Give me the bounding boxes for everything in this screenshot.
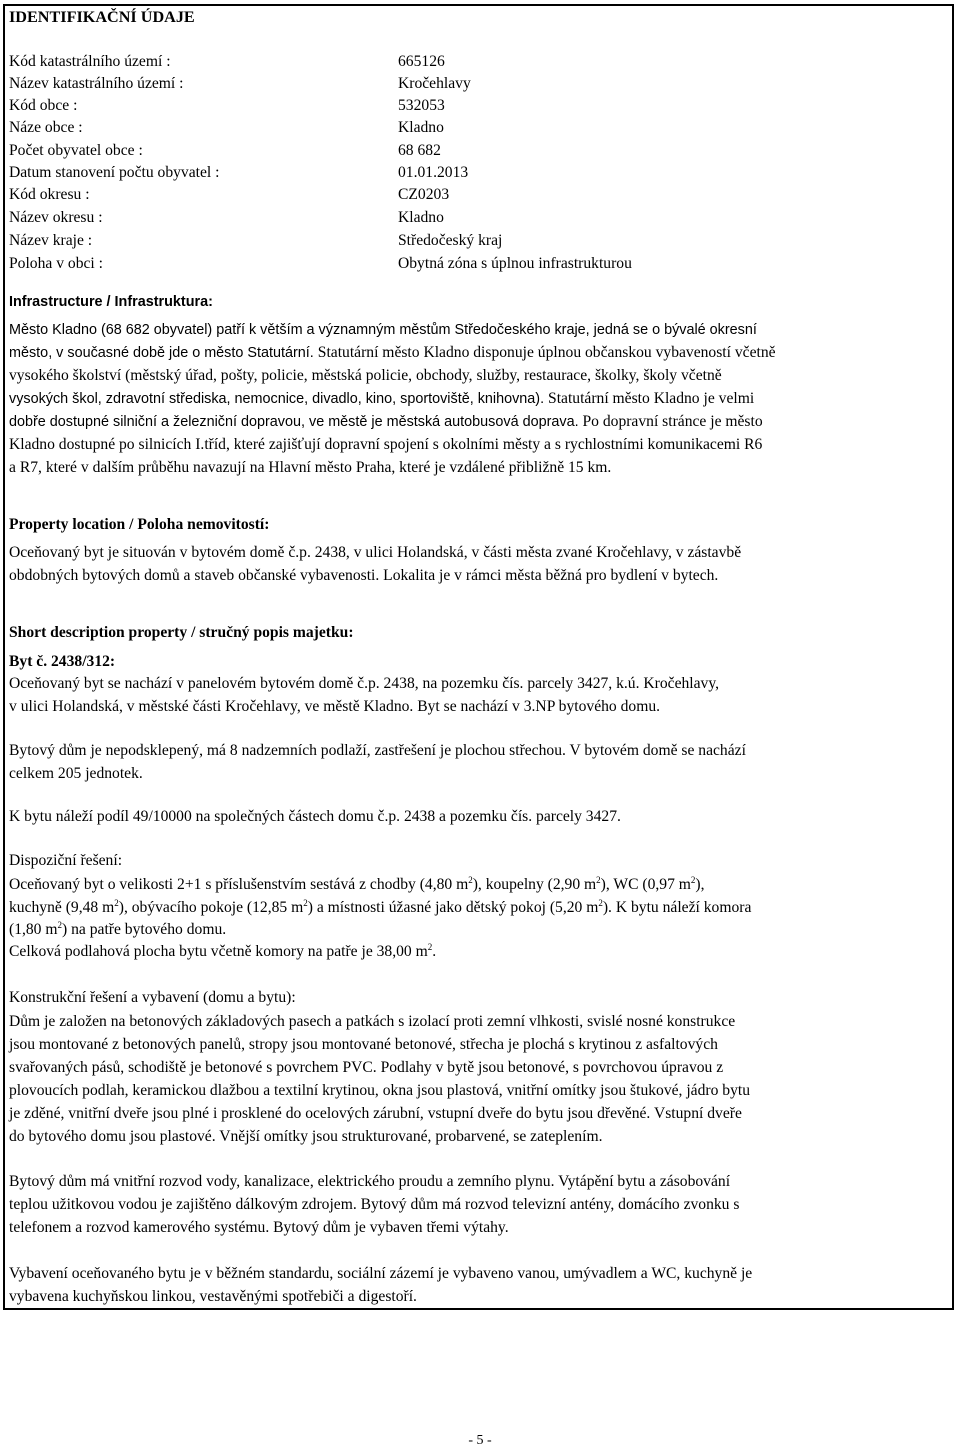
id-value: 68 682 <box>398 142 441 159</box>
id-value: Středočeský kraj <box>398 232 503 249</box>
layout-text: ). K bytu náleží komora <box>602 899 752 916</box>
id-label: Náze obce : <box>9 119 83 136</box>
layout-line <box>9 897 751 920</box>
id-value: Kladno <box>398 209 444 226</box>
construction-heading: Konstrukční řešení a vybavení (domu a bytu): <box>9 989 296 1006</box>
superscript: 2 <box>427 942 433 952</box>
infrastructure-line <box>9 388 754 411</box>
description-line: Oceňovaný byt se nachází v panelovém bytovém domě č.p. 2438, na pozemku čís. parcely 3427, k.ú. Kročehlavy, <box>9 675 720 692</box>
utilities-line: telefonem a rozvod kamerového systému. Bytový dům je vybaven třemi výtahy. <box>9 1219 509 1236</box>
id-value: 665126 <box>398 53 445 70</box>
id-label: Datum stanovení počtu obyvatel : <box>9 164 220 181</box>
layout-text: Oceňovaný byt o velikosti 2+1 s příslušenstvím sestává z chodby (4,80 m <box>9 876 469 893</box>
superscript: 2 <box>303 898 308 908</box>
superscript: 2 <box>690 875 696 885</box>
location-line: obdobných bytových domů a staveb občanské vybavenosti. Lokalita je v rámci města běžná pro bydlení v bytech. <box>9 567 719 584</box>
id-label: Název katastrálního území : <box>9 75 184 92</box>
construction-line: Dům je založen na betonových základových pasech a patkách s izolací proti zemní vlhkosti, svislé nosné konstrukce <box>9 1013 736 1030</box>
layout-heading: Dispoziční řešení: <box>9 852 123 869</box>
description-heading: Short description property / stručný popis majetku: <box>9 624 354 641</box>
id-value: CZ0203 <box>398 186 450 203</box>
infrastructure-line <box>9 342 776 365</box>
superscript: 2 <box>468 875 473 885</box>
id-value: 532053 <box>398 97 445 114</box>
description-line: K bytu náleží podíl 49/10000 na společných částech domu č.p. 2438 a pozemku čís. parcely 3427. <box>9 808 621 825</box>
superscript: 2 <box>598 898 603 908</box>
infrastructure-text: Po dopravní stránce je město <box>582 413 763 430</box>
location-line: Oceňovaný byt je situován v bytovém domě č.p. 2438, v ulici Holandská, v části města zvané Kročehlavy, v zástavbě <box>9 544 742 561</box>
description-line: v ulici Holandská, v městské části Kročehlavy, ve městě Kladno. Byt se nachází v 3.NP bytového domu. <box>9 698 661 715</box>
infrastructure-text: Statutární město Kladno disponuje úplnou občanskou vybaveností včetně <box>317 344 776 361</box>
infrastructure-heading: Infrastructure / Infrastruktura: <box>9 294 213 310</box>
construction-line: je zděné, vnitřní dveře jsou plné i prosklené do ocelových zárubní, vstupní dveře do bytu jsou dřevěné. Vstupní dveře <box>9 1105 742 1122</box>
utilities-line: Bytový dům má vnitřní rozvod vody, kanalizace, elektrického proudu a zemního plynu. Vytápění bytu a zásobování <box>9 1173 731 1190</box>
superscript: 2 <box>57 920 63 930</box>
superscript: 2 <box>596 875 601 885</box>
layout-text: ), obývacího pokoje (12,85 m <box>118 899 304 916</box>
id-value: Obytná zóna s úplnou infrastrukturou <box>398 255 632 272</box>
infrastructure-text: dobře dostupné silniční a železniční dopravou, ve městě je městská autobusová doprava. <box>9 414 579 430</box>
layout-text: (1,80 m <box>9 921 58 938</box>
id-value: Kladno <box>398 119 444 136</box>
infrastructure-line: a R7, které v dalším průběhu navazují na Hlavní město Praha, které je vzdálené přibližně 15 km. <box>9 459 612 476</box>
layout-text: . <box>432 943 437 960</box>
layout-text: ) na patře bytového domu. <box>62 921 227 938</box>
layout-text: ) a místnosti úžasné jako dětský pokoj (5,20 m <box>307 899 599 916</box>
construction-line: jsou montované z betonových panelů, stropy jsou montované betonové, střecha je plochá s krytinou z asfaltových <box>9 1036 718 1053</box>
superscript: 2 <box>114 898 119 908</box>
id-value: 01.01.2013 <box>398 164 469 181</box>
infrastructure-line <box>9 411 763 434</box>
infrastructure-line: vysokého školství (městský úřad, pošty, policie, městská policie, obchody, služby, restaurace, školky, školy včetně <box>9 367 722 384</box>
construction-line: svařovaných pásů, schodiště je betonové s povrchem PVC. Podlahy v bytě jsou betonové, s povrchovou úpravou z <box>9 1059 724 1076</box>
infrastructure-text: vysokých škol, zdravotní střediska, nemocnice, divadlo, kino, sportoviště, knihovna). <box>9 391 545 407</box>
layout-text: ), <box>695 876 705 893</box>
layout-line <box>9 874 705 897</box>
infrastructure-line: Kladno dostupné po silnicích I.tříd, které zajišťují dopravní spojení s okolními městy a s rychlostními komunikacemi R6 <box>9 436 763 453</box>
construction-line: do bytového domu jsou plastové. Vnější omítky jsou strukturované, probarvené, se zateplením. <box>9 1128 603 1145</box>
utilities-line: teplou užitkovou vodou je zajištěno dálkovým zdrojem. Bytový dům má rozvod televizní antény, domácího zvonku s <box>9 1196 740 1213</box>
description-line: Bytový dům je nepodsklepený, má 8 nadzemních podlaží, zastřešení je plochou střechou. V bytovém domě se nachází <box>9 742 746 759</box>
id-label: Název okresu : <box>9 209 103 226</box>
equipment-line: vybavena kuchyňskou linkou, vestavěnými spotřebiči a digestoří. <box>9 1288 417 1305</box>
layout-text: Celková podlahová plocha bytu včetně komory na patře je 38,00 m <box>9 943 428 960</box>
section-title-identification: IDENTIFIKAČNÍ ÚDAJE <box>9 8 195 26</box>
id-label: Počet obyvatel obce : <box>9 142 143 159</box>
layout-line <box>9 919 226 942</box>
id-value: Kročehlavy <box>398 75 471 92</box>
id-label: Kód okresu : <box>9 186 90 203</box>
layout-line <box>9 941 436 964</box>
id-label: Název kraje : <box>9 232 93 249</box>
unit-label: Byt č. 2438/312: <box>9 653 116 670</box>
id-label: Poloha v obci : <box>9 255 103 272</box>
id-label: Kód obce : <box>9 97 78 114</box>
infrastructure-text: Statutární město Kladno je velmi <box>548 390 755 407</box>
page-number: - 5 - <box>468 1433 492 1448</box>
location-heading: Property location / Poloha nemovitostí: <box>9 516 270 533</box>
id-label: Kód katastrálního území : <box>9 53 171 70</box>
layout-text: ), koupelny (2,90 m <box>472 876 597 893</box>
equipment-line: Vybavení oceňovaného bytu je v běžném standardu, sociální zázemí je vybaveno vanou, umývadlem a WC, kuchyně je <box>9 1265 753 1282</box>
construction-line: plovoucích podlah, keramickou dlažbou a textilní krytinou, okna jsou plastová, vnitřní omítky jsou štukové, jádro bytu <box>9 1082 751 1099</box>
layout-text: kuchyně (9,48 m <box>9 899 115 916</box>
description-line: celkem 205 jednotek. <box>9 765 143 782</box>
infrastructure-text: město, v současné době jde o město Statutární. <box>9 345 314 361</box>
infrastructure-line: Město Kladno (68 682 obyvatel) patří k větším a významným městům Středočeského kraje, jedná se o bývalé okresní <box>9 322 757 338</box>
layout-text: ), WC (0,97 m <box>600 876 691 893</box>
